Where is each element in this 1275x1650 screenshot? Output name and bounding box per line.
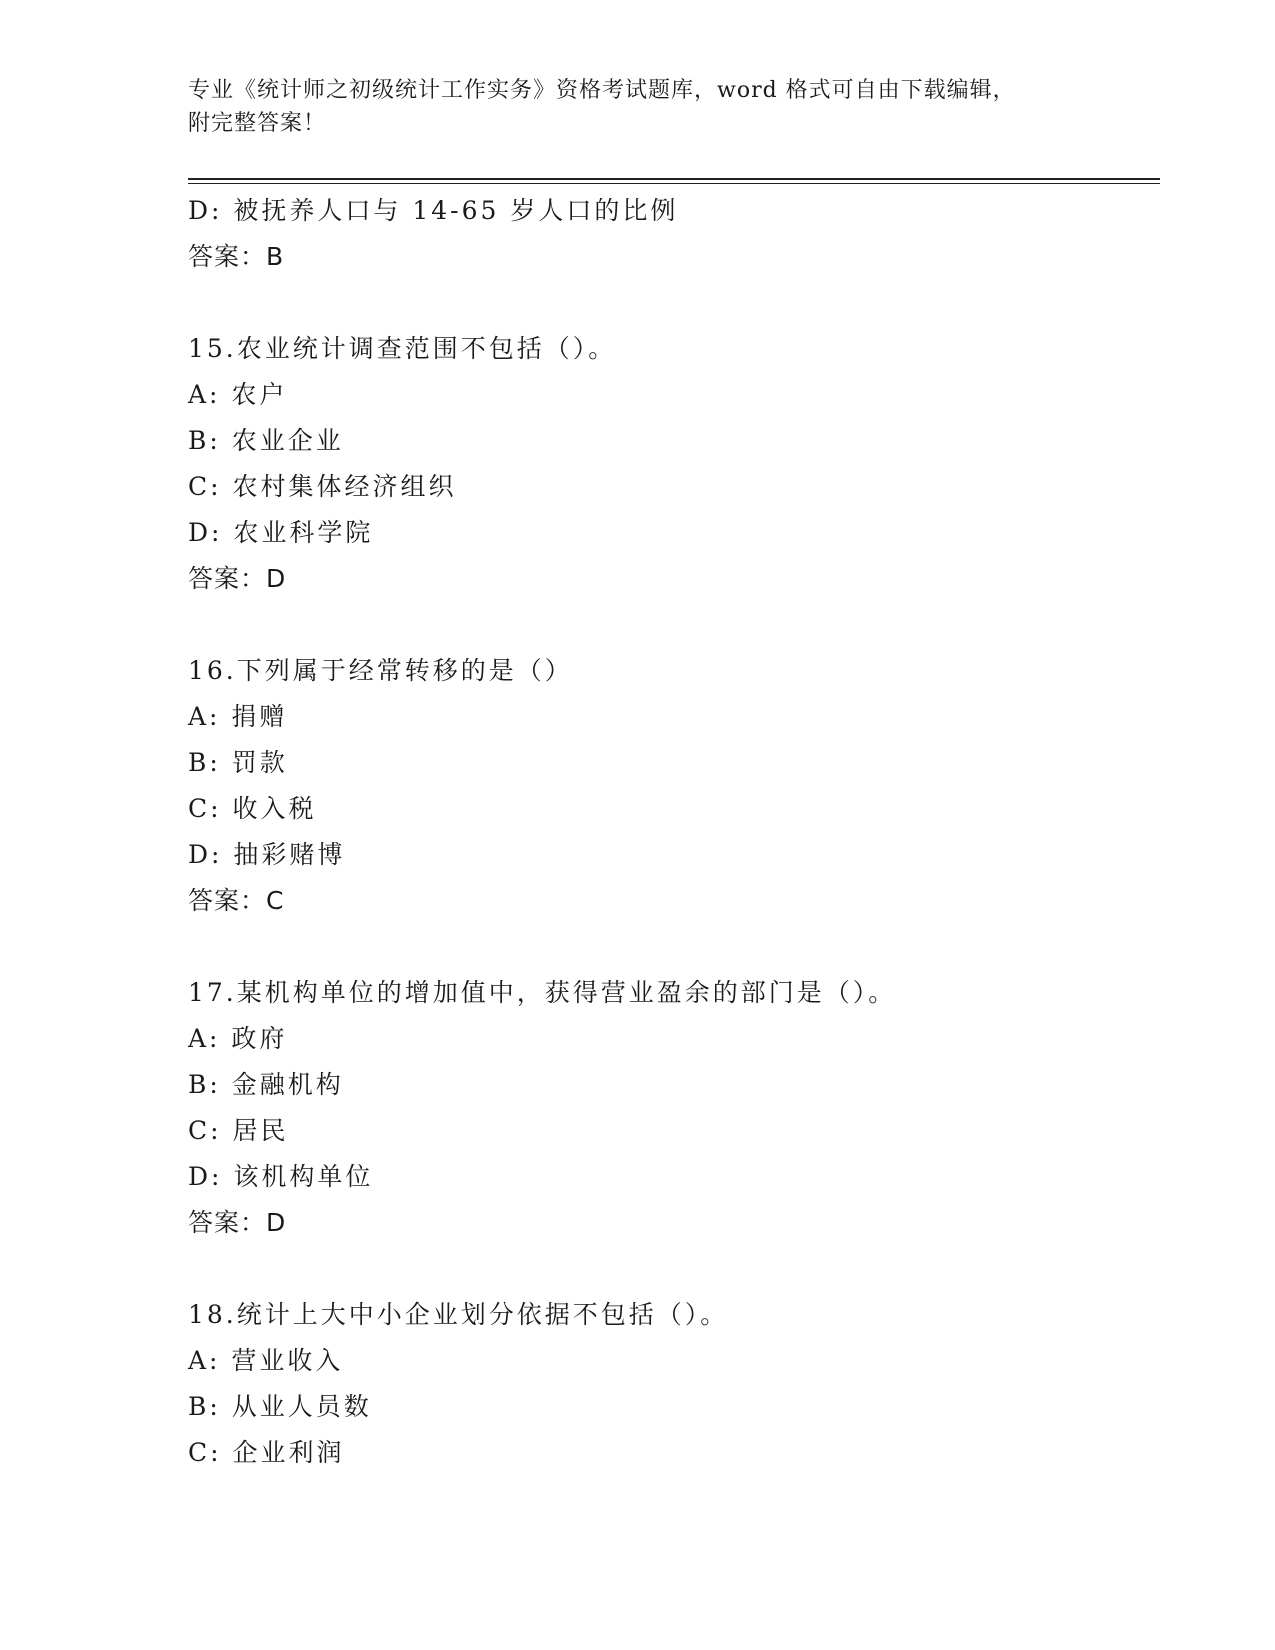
page-header xyxy=(188,74,1068,140)
answer-line: 答案：D xyxy=(188,1208,287,1237)
question-block-16 xyxy=(188,648,1148,924)
option-d: D: 农业科学院 xyxy=(188,518,374,547)
header-divider-thin xyxy=(188,183,1160,184)
option-b: B: 金融机构 xyxy=(188,1070,344,1099)
option-d: D: 该机构单位 xyxy=(188,1162,374,1191)
question-stem: 15.农业统计调查范围不包括（）。 xyxy=(188,334,617,363)
option-a: A: 捐赠 xyxy=(188,702,288,731)
option-a: A: 营业收入 xyxy=(188,1346,344,1375)
answer-line: 答案：B xyxy=(188,242,285,271)
option-b: B: 农业企业 xyxy=(188,426,344,455)
option-a: A: 政府 xyxy=(188,1024,288,1053)
option-a: A: 农户 xyxy=(188,380,288,409)
option-d: D: 被抚养人口与 14-65 岁人口的比例 xyxy=(188,196,679,225)
header-line-1: 专业《统计师之初级统计工作实务》资格考试题库，word 格式可自由下载编辑， xyxy=(188,78,1016,103)
answer-line: 答案：C xyxy=(188,886,285,915)
spacer xyxy=(188,602,1148,648)
spacer xyxy=(188,280,1148,326)
option-d: D: 抽彩赌博 xyxy=(188,840,346,869)
header-line-2: 附完整答案！ xyxy=(188,111,327,136)
spacer xyxy=(188,1246,1148,1292)
header-divider xyxy=(188,178,1160,180)
option-c: C: 企业利润 xyxy=(188,1438,345,1467)
option-b: B: 从业人员数 xyxy=(188,1392,372,1421)
question-stem: 18.统计上大中小企业划分依据不包括（）。 xyxy=(188,1300,729,1329)
question-block-15 xyxy=(188,326,1148,602)
question-stem: 16.下列属于经常转移的是（） xyxy=(188,656,573,685)
option-b: B: 罚款 xyxy=(188,748,288,777)
question-content xyxy=(188,188,1148,1476)
question-stem: 17.某机构单位的增加值中，获得营业盈余的部门是（）。 xyxy=(188,978,897,1007)
answer-line: 答案：D xyxy=(188,564,287,593)
option-c: C: 收入税 xyxy=(188,794,317,823)
question-block-18 xyxy=(188,1292,1148,1476)
option-c: C: 农村集体经济组织 xyxy=(188,472,457,501)
option-c: C: 居民 xyxy=(188,1116,289,1145)
question-block-17 xyxy=(188,970,1148,1246)
spacer xyxy=(188,924,1148,970)
